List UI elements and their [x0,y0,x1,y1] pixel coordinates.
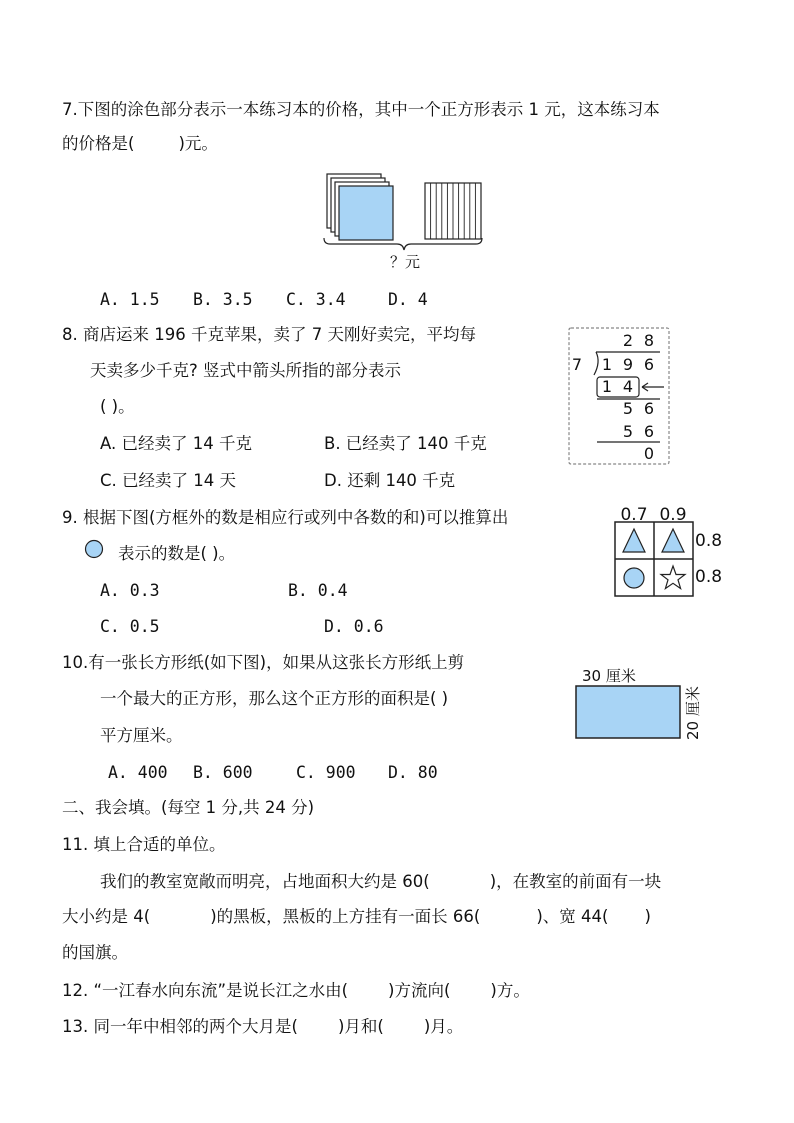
q10-option-d[interactable]: D. 80 [388,763,438,782]
q12-part-c: )方。 [490,981,530,1000]
q8-option-c[interactable]: C. 已经卖了 14 天 [100,471,236,490]
arrow-left-icon [642,383,664,391]
q13-text [62,1016,463,1038]
q8-text-line2: 天卖多少千克? 竖式中箭头所指的部分表示 [90,361,402,380]
q8-text-line3: ( )。 [100,397,135,416]
q11-line1-a: 我们的教室宽敞而明亮，占地面积大约是 60( [100,872,430,891]
q11-line2 [62,906,651,928]
section2-title: 二、我会填。(每空 1 分,共 24 分) [62,798,315,817]
q10-text-line3: 平方厘米。 [100,726,183,745]
q9-option-d[interactable]: D. 0.6 [324,617,384,636]
triangle-icon [623,529,645,552]
q9-text-line2: 表示的数是( )。 [118,544,236,563]
q11-line1 [100,871,661,893]
q9-col-sum-1: 0.7 [620,505,648,525]
q11-line2-a: 大小约是 4( [62,907,151,926]
q7-option-a[interactable]: A. 1.5 [100,290,160,309]
q8-dividend-digit-2: 9 [622,355,634,374]
circle-icon [86,541,103,558]
q7-option-d[interactable]: D. 4 [388,290,428,309]
q8-step1-digit-2: 4 [622,377,634,396]
q8-step2-digit-2: 6 [643,399,655,418]
q7-stacked-squares [327,174,393,240]
q8-dividend-digit-1: 1 [601,355,613,374]
q8-option-a[interactable]: A. 已经卖了 14 千克 [100,434,252,453]
q10-text-line2: 一个最大的正方形，那么这个正方形的面积是( ) [100,689,449,708]
q8-dividend-digit-3: 6 [643,355,655,374]
q8-remainder: 0 [643,444,655,463]
q11-line3: 的国旗。 [62,943,128,962]
q10-width-label: 30 厘米 [582,667,636,685]
q9-option-a[interactable]: A. 0.3 [100,581,160,600]
q13-part-c: )月。 [423,1017,464,1036]
q9-option-c[interactable]: C. 0.5 [100,617,160,636]
q13-part-b: )月和( [337,1017,384,1036]
q10-option-b[interactable]: B. 600 [193,763,253,782]
q10-option-a[interactable]: A. 400 [108,763,168,782]
q9-option-b[interactable]: B. 0.4 [288,581,348,600]
q8-quotient-digit-1: 2 [622,331,634,350]
q11-title: 11. 填上合适的单位。 [62,835,226,854]
q9-col-sum-2: 0.9 [659,505,687,525]
q9-text-line1: 9. 根据下图(方框外的数是相应行或列中各数的和)可以推算出 [62,508,509,527]
q11-line2-d: ) [644,907,651,926]
q13-part-a: 13. 同一年中相邻的两个大月是( [62,1017,298,1036]
q8-quotient-digit-2: 8 [643,331,655,350]
q10-height-label: 20 厘米 [684,686,702,740]
q12-text [62,980,530,1002]
q8-text-line1: 8. 商店运来 196 千克苹果，卖了 7 天刚好卖完，平均每 [62,325,476,344]
q8-step3-digit-2: 6 [643,422,655,441]
q9-row-sum-2: 0.8 [695,567,723,587]
triangle-icon [662,529,684,552]
q8-divisor: 7 [571,355,583,374]
q7-tenth-strips [425,183,481,239]
q7-brace [324,238,482,250]
q7-line2-pre: 的价格是( [62,134,135,153]
q8-highlight-box [597,377,639,397]
q7-line2-post: )元。 [178,134,218,153]
q11-line1-b: )，在教室的前面有一块 [489,872,662,891]
circle-icon [624,568,644,588]
q8-step2-digit-1: 5 [622,399,634,418]
q7-figure-label: ？元 [390,253,421,271]
q8-option-b[interactable]: B. 已经卖了 140 千克 [324,434,487,453]
q8-option-d[interactable]: D. 还剩 140 千克 [324,471,456,490]
q10-text-line1: 10.有一张长方形纸(如下图)，如果从这张长方形纸上剪 [62,653,465,672]
q7-option-c[interactable]: C. 3.4 [286,290,346,309]
q11-line2-b: )的黑板，黑板的上方挂有一面长 66( [210,907,481,926]
q12-part-a: 12. “一江春水向东流”是说长江之水由( [62,981,349,1000]
q10-option-c[interactable]: C. 900 [296,763,356,782]
q9-row-sum-1: 0.8 [695,531,723,551]
q7-text-line1: 7.下图的涂色部分表示一本练习本的价格，其中一个正方形表示 1 元，这本练习本 [62,100,660,119]
star-icon [661,566,685,589]
q12-part-b: )方流向( [388,981,451,1000]
q8-step1-digit-1: 1 [601,377,613,396]
q8-step3-digit-1: 5 [622,422,634,441]
q7-text-line2 [62,133,218,155]
q11-line2-c: )、宽 44( [536,907,609,926]
q7-option-b[interactable]: B. 3.5 [193,290,253,309]
